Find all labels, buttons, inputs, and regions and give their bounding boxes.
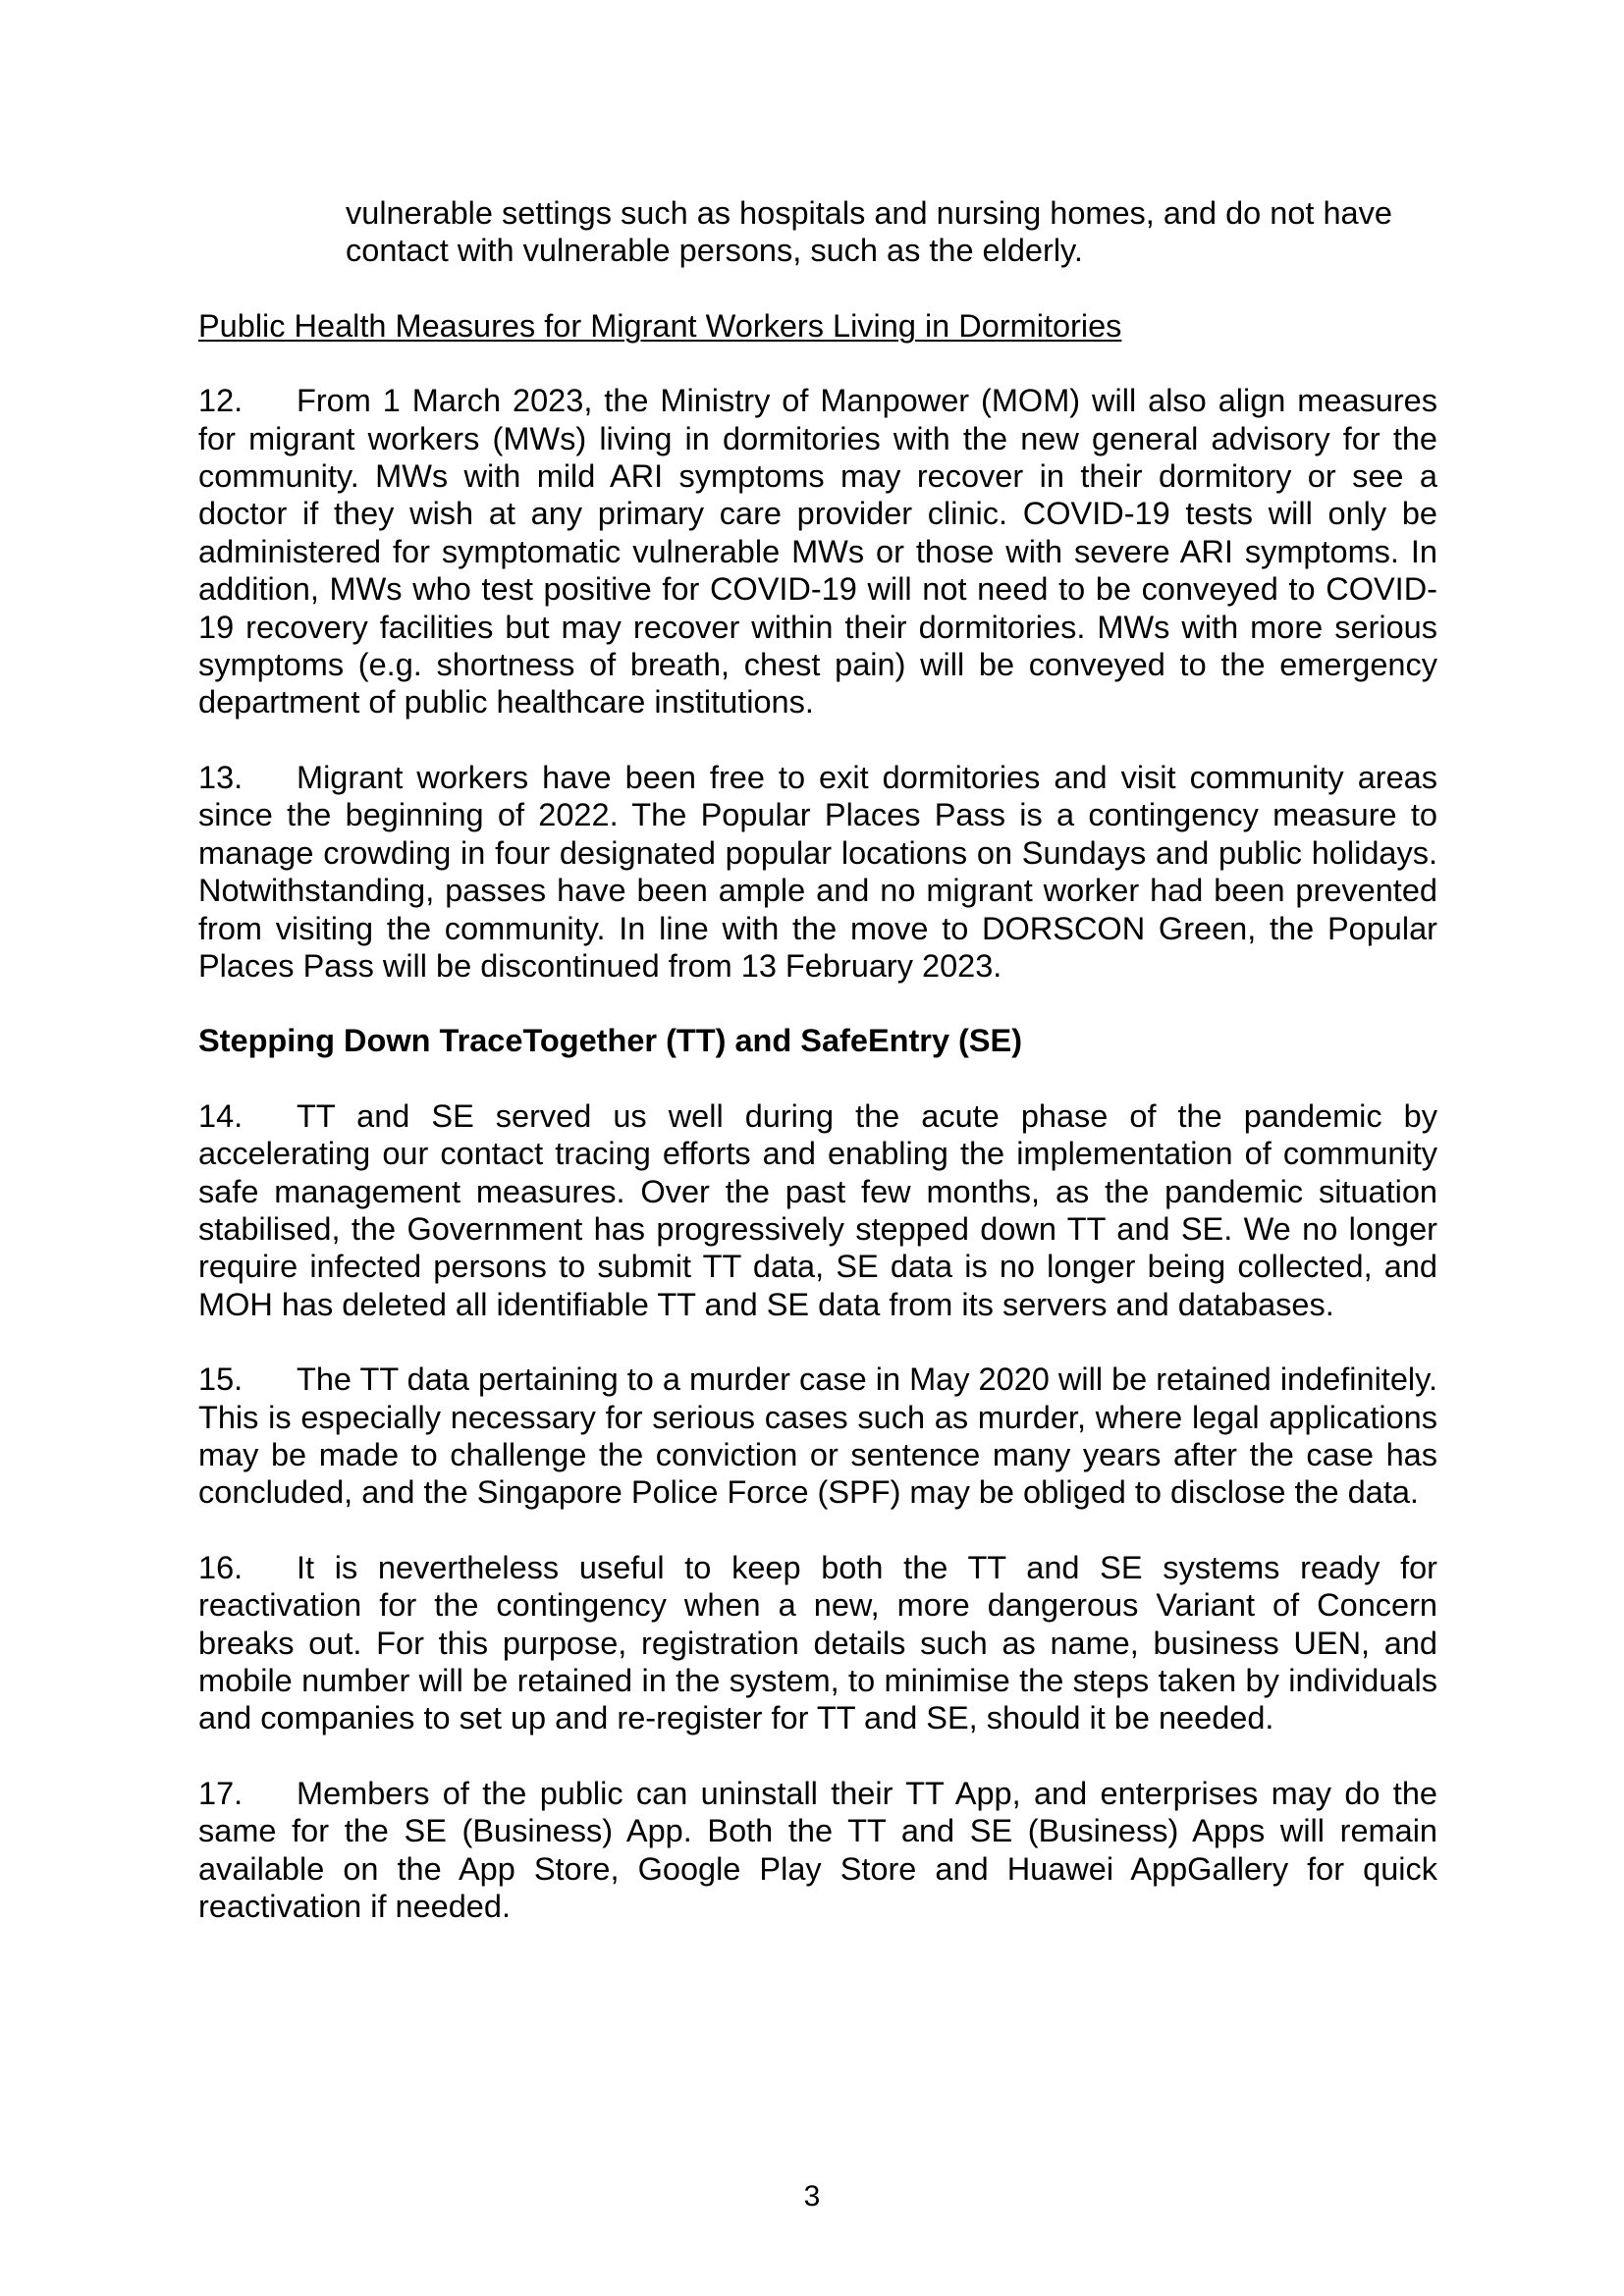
section-heading: Stepping Down TraceTogether (TT) and SafeEntry (SE): [198, 1023, 1023, 1059]
paragraph-text: Members of the public can uninstall their TT App, and enterprises may do the same for the SE (Business) App. Both the TT and SE (Business) Apps will remain available on the App Store, Google Play Store and Huawei AppGallery for quick reactivation if needed.: [198, 1775, 1437, 1925]
paragraph-13: [198, 759, 1437, 985]
page-number: 3: [803, 2180, 821, 2213]
paragraph-number: 15.: [198, 1362, 244, 1398]
paragraph-number: 14.: [198, 1097, 244, 1134]
paragraph-text: TT and SE served us well during the acute phase of the pandemic by accelerating our contact tracing efforts and enabling the implementation of community safe management measures. Over the past few months, as the pandemic situation stabilised, the Government has progressively stepped down TT and SE. We no longer require infected persons to submit TT data, SE data is no longer being collected, and MOH has deleted all identifiable TT and SE data from its servers and databases.: [198, 1097, 1437, 1322]
paragraph-text: It is nevertheless useful to keep both the TT and SE systems ready for reactivation for the contingency when a new, more dangerous Variant of Concern breaks out. For this purpose, registration details such as name, business UEN, and mobile number will be retained in the system, to minimise the steps taken by individuals and companies to set up and re-register for TT and SE, should it be needed.: [198, 1549, 1437, 1736]
page-content: [198, 194, 1437, 1925]
paragraph-number: 17.: [198, 1775, 244, 1811]
paragraph-number: 12.: [198, 383, 244, 419]
paragraph-12: [198, 382, 1437, 721]
paragraph-text: The TT data pertaining to a murder case in May 2020 will be retained indefinitely. This is especially necessary for serious cases such as murder, where legal applications may be made to challenge the conviction or sentence many years after the case has concluded, and the Singapore Police Force (SPF) may be obliged to disclose the data.: [198, 1362, 1437, 1511]
paragraph-17: [198, 1775, 1437, 1926]
continuation-text: vulnerable settings such as hospitals and nursing homes, and do not have contact with vulnerable persons, such as the elderly.: [346, 195, 1392, 269]
paragraph-number: 16.: [198, 1549, 244, 1585]
paragraph-text: Migrant workers have been free to exit dormitories and visit community areas since the beginning of 2022. The Popular Places Pass is a contingency measure to manage crowding in four designated popular locations on Sundays and public holidays. Notwithstanding, passes have been ample and no migrant worker had been prevented from visiting the community. In line with the move to DORSCON Green, the Popular Places Pass will be discontinued from 13 February 2023.: [198, 759, 1437, 984]
paragraph-14: [198, 1097, 1437, 1323]
paragraph-16: [198, 1549, 1437, 1737]
section-subheading: Public Health Measures for Migrant Workers Living in Dormitories: [198, 307, 1122, 344]
paragraph-text: From 1 March 2023, the Ministry of Manpower (MOM) will also align measures for migrant workers (MWs) living in dormitories with the new general advisory for the community. MWs with mild ARI symptoms may recover in their dormitory or see a doctor if they wish at any primary care provider clinic. COVID-19 tests will only be administered for symptomatic vulnerable MWs or those with severe ARI symptoms. In addition, MWs who test positive for COVID-19 will not need to be conveyed to COVID-19 recovery facilities but may recover within their dormitories. MWs with more serious symptoms (e.g. shortness of breath, chest pain) will be conveyed to the emergency department of public healthcare institutions.: [198, 383, 1437, 721]
paragraph-15: [198, 1361, 1437, 1512]
paragraph-number: 13.: [198, 759, 244, 795]
